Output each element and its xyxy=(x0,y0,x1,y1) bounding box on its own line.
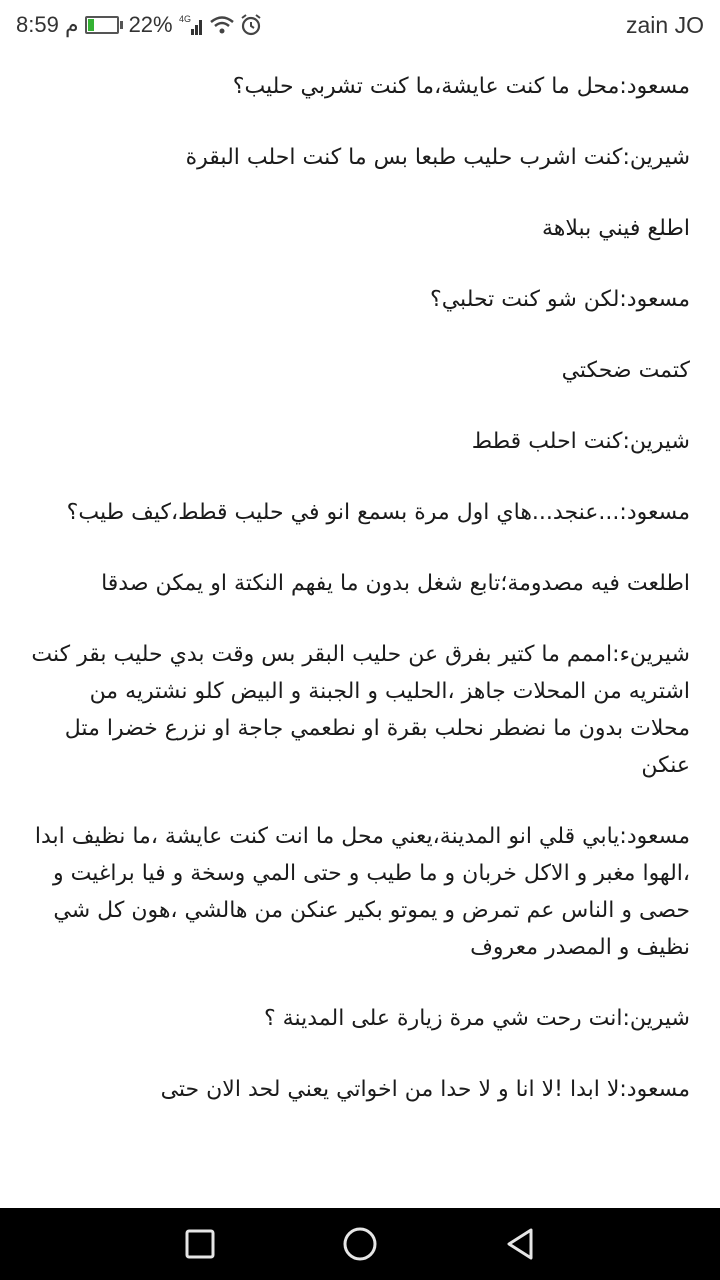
story-paragraph: اطلع فيني ببلاهة xyxy=(541,216,690,241)
story-paragraph: اطلعت فيه مصدومة؛تابع شغل بدون ما يفهم النكتة او يمكن صدقا xyxy=(101,571,690,596)
square-icon xyxy=(184,1228,216,1260)
story-paragraph: مسعود:محل ما كنت عايشة،ما كنت تشربي حليب؟ xyxy=(232,74,690,99)
back-triangle-icon xyxy=(504,1227,536,1261)
status-bar xyxy=(0,0,720,50)
recents-button[interactable] xyxy=(120,1208,280,1280)
alarm-clock-icon xyxy=(239,13,263,37)
battery-fill xyxy=(88,19,94,31)
signal-icon xyxy=(179,14,205,36)
story-paragraph: شيرين:كنت احلب قطط xyxy=(471,429,690,454)
story-paragraph: كتمت ضحكتي xyxy=(561,358,690,383)
wifi-icon xyxy=(209,14,235,36)
story-text-area[interactable] xyxy=(0,50,720,1208)
back-button[interactable] xyxy=(440,1208,600,1280)
story-paragraph: شيرينء:اممم ما كتير بفرق عن حليب البقر بس وقت بدي حليب بقر كنت اشتريه من المحلات جاهز ،الحليب و الجبنة و البيض كلو نشتريه من محلات بدون ما نضطر نحلب بقرة او نطعمي جاجة او نزرع خضرا متل عنكن xyxy=(31,642,690,778)
battery-icon xyxy=(85,16,123,34)
story-paragraph: شيرين:كنت اشرب حليب طبعا بس ما كنت احلب البقرة xyxy=(185,145,690,170)
status-icons xyxy=(179,13,263,37)
svg-text:4G: 4G xyxy=(178,14,191,24)
clock-time: 8:59 م xyxy=(16,12,79,37)
story-paragraph: مسعود:لكن شو كنت تحلبي؟ xyxy=(430,287,690,312)
story-paragraph: مسعود:يابي قلي انو المدينة،يعني محل ما انت كنت عايشة ،ما نظيف ابدا ،الهوا مغبر و الاكل خربان و ما طيب و حتى المي وسخة و فيا براغيت و حصى و الناس عم تمرض و يموتو بكير عنكن من هالشي ،هون كل شي نظيف و المصدر معروف xyxy=(34,824,690,960)
story-paragraph: شيرين:انت رحت شي مرة زيارة على المدينة ؟ xyxy=(264,1006,690,1031)
carrier-name: zain JO xyxy=(626,11,704,38)
story-paragraph: مسعود:لا ابدا !لا انا و لا حدا من اخواتي يعني لحد الان حتى xyxy=(160,1077,690,1102)
circle-icon xyxy=(342,1226,378,1262)
navigation-bar xyxy=(0,1208,720,1280)
story-paragraph: مسعود:...عنجد...هاي اول مرة بسمع انو في حليب قطط،كيف طيب؟ xyxy=(66,500,690,525)
battery-percent: 22% xyxy=(128,12,173,37)
status-left xyxy=(16,12,263,38)
home-button[interactable] xyxy=(280,1208,440,1280)
